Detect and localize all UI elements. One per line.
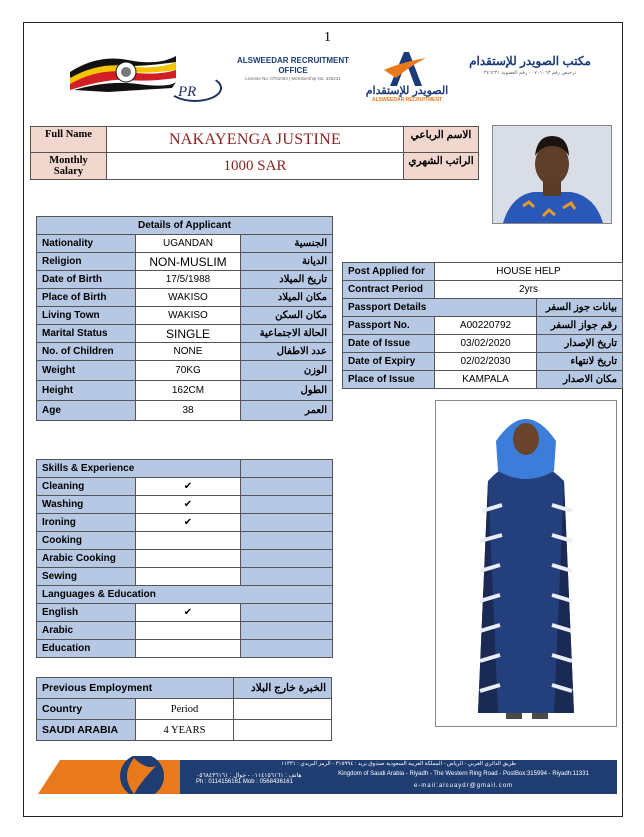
- skill-check: [136, 568, 241, 586]
- detail-value: WAKISO: [136, 307, 241, 325]
- footer-email: e-mail:alsuaydr@gmail.com: [413, 783, 514, 789]
- table-row: [37, 550, 333, 568]
- skill-note: [241, 496, 333, 514]
- footer-address-en: Kingdom of Saudi Arabia - Riyadh - The Western Ring Road - PostBox:315994 - Riyadh:11331: [338, 771, 589, 777]
- language-check: [136, 640, 241, 658]
- table-row: [37, 361, 333, 381]
- detail-value: 38: [136, 401, 241, 421]
- detail-value: NONE: [136, 343, 241, 361]
- language-note: [241, 604, 333, 622]
- table-row: [343, 371, 623, 389]
- details-header: Details of Applicant: [37, 217, 333, 235]
- passport-label-ar: تاريخ الإصدار: [537, 335, 623, 353]
- skill-check: ✔: [136, 478, 241, 496]
- detail-value: 162CM: [136, 381, 241, 401]
- detail-label: No. of Children: [37, 343, 136, 361]
- table-row: [37, 720, 332, 741]
- alsweedar-a-logo: [382, 48, 428, 88]
- passport-value: 02/02/2030: [435, 353, 537, 371]
- skills-header: Skills & Experience: [37, 460, 241, 478]
- agency-title-ar: مكتب الصويدر للإستقدام: [469, 54, 591, 68]
- prev-blank: [234, 699, 332, 720]
- detail-label-ar: العمر: [241, 401, 333, 421]
- footer-phone: [196, 772, 302, 785]
- skill-label: Cooking: [37, 532, 136, 550]
- detail-label: Age: [37, 401, 136, 421]
- prev-blank: [234, 720, 332, 741]
- passport-label: Date of Expiry: [343, 353, 435, 371]
- center-logo-en: ALSWEEDAR RECRUITMENT: [372, 97, 442, 103]
- skill-note: [241, 550, 333, 568]
- table-row: [37, 307, 333, 325]
- post-passport-table: [342, 262, 623, 389]
- portrait-photo: [492, 125, 612, 224]
- language-check: ✔: [136, 604, 241, 622]
- detail-label-ar: الجنسية: [241, 235, 333, 253]
- full-name-value: NAKAYENGA JUSTINE: [107, 127, 404, 153]
- table-row: [37, 568, 333, 586]
- skill-note: [241, 532, 333, 550]
- detail-label: Living Town: [37, 307, 136, 325]
- passport-label: Passport No.: [343, 317, 435, 335]
- agency-license: License No: 0701063 | Membership No: 346231: [245, 76, 341, 81]
- passport-label-ar: مكان الاصدار: [537, 371, 623, 389]
- agency-license-ar: ترخيص رقم ٠٧٠١٠٦٣ - رقم العضوية ٣٤٦٢٣١: [483, 70, 577, 76]
- skill-check: ✔: [136, 496, 241, 514]
- table-row: [343, 353, 623, 371]
- table-row: [343, 281, 623, 299]
- skill-label: Sewing: [37, 568, 136, 586]
- table-row: [343, 263, 623, 281]
- detail-label: Height: [37, 381, 136, 401]
- table-row: [37, 381, 333, 401]
- footer-phone-ar: هاتف : ٠١١٤١٥٦١٦١ - جوال : ٠٥٦٨٤٣٦١٦١: [196, 773, 302, 779]
- detail-value: WAKISO: [136, 289, 241, 307]
- table-row: [37, 325, 333, 343]
- table-row: [343, 317, 623, 335]
- detail-label-ar: مكان السكن: [241, 307, 333, 325]
- skill-check: [136, 550, 241, 568]
- table-row: [37, 496, 333, 514]
- skill-check: [136, 532, 241, 550]
- full-name-label-ar: الاسم الرباعي: [404, 127, 479, 153]
- center-logo-ar: الصويدر للإستقدام: [365, 85, 449, 97]
- period-col-label: Period: [136, 699, 234, 720]
- language-label: Arabic: [37, 622, 136, 640]
- detail-label: Nationality: [37, 235, 136, 253]
- detail-label: Weight: [37, 361, 136, 381]
- table-row: [37, 235, 333, 253]
- pr-logo-text: PR: [178, 84, 197, 100]
- detail-label-ar: الطول: [241, 381, 333, 401]
- detail-value: 17/5/1988: [136, 271, 241, 289]
- passport-label-ar: تاريخ لانتهاء: [537, 353, 623, 371]
- skills-table: [36, 459, 333, 658]
- salary-label-ar: الراتب الشهري: [404, 153, 479, 180]
- language-label: Education: [37, 640, 136, 658]
- passport-label: Place of Issue: [343, 371, 435, 389]
- salary-label: Monthly Salary: [31, 153, 107, 180]
- country-col-label: Country: [37, 699, 136, 720]
- table-row: [37, 271, 333, 289]
- previous-employment-table: [36, 677, 332, 741]
- skills-header-blank: [241, 460, 333, 478]
- passport-value: KAMPALA: [435, 371, 537, 389]
- detail-label-ar: عدد الاطفال: [241, 343, 333, 361]
- passport-header: Passport Details: [343, 299, 537, 317]
- details-table: [36, 216, 333, 421]
- prev-period: 4 YEARS: [136, 720, 234, 741]
- detail-label-ar: الديانة: [241, 253, 333, 271]
- name-salary-table: [30, 126, 479, 180]
- table-row: [37, 478, 333, 496]
- languages-header: Languages & Education: [37, 586, 333, 604]
- table-row: [37, 604, 333, 622]
- table-row: [37, 253, 333, 271]
- footer-logo-shape: [38, 756, 188, 794]
- detail-label-ar: مكان الميلاد: [241, 289, 333, 307]
- language-note: [241, 640, 333, 658]
- passport-header-ar: بيانات جوز السفر: [537, 299, 623, 317]
- detail-label-ar: تاريخ الميلاد: [241, 271, 333, 289]
- skill-note: [241, 514, 333, 532]
- detail-label: Place of Birth: [37, 289, 136, 307]
- skill-label: Cleaning: [37, 478, 136, 496]
- language-check: [136, 622, 241, 640]
- prev-country: SAUDI ARABIA: [37, 720, 136, 741]
- full-body-photo: [435, 400, 617, 727]
- table-row: [37, 289, 333, 307]
- agency-title-en: ALSWEEDAR RECRUITMENT OFFICE: [237, 56, 349, 75]
- detail-label: Date of Birth: [37, 271, 136, 289]
- prev-employment-header-ar: الخبرة خارج البلاد: [234, 678, 332, 699]
- table-row: [343, 299, 623, 317]
- table-row: [37, 532, 333, 550]
- detail-label: Religion: [37, 253, 136, 271]
- table-row: [37, 514, 333, 532]
- table-row: [37, 640, 333, 658]
- post-value: HOUSE HELP: [435, 263, 623, 281]
- skill-check: ✔: [136, 514, 241, 532]
- skill-note: [241, 568, 333, 586]
- detail-label: Marital Status: [37, 325, 136, 343]
- post-label: Contract Period: [343, 281, 435, 299]
- passport-label-ar: رقم جواز السفر: [537, 317, 623, 335]
- language-label: English: [37, 604, 136, 622]
- detail-value: 70KG: [136, 361, 241, 381]
- detail-value: SINGLE: [136, 325, 241, 343]
- skill-note: [241, 478, 333, 496]
- language-note: [241, 622, 333, 640]
- table-row: [37, 343, 333, 361]
- footer-address-ar: طريق الدائري الغربي - الرياض - المملكة العربية السعودية صندوق بريد : ٣١٥٩٩٤ - الرمز البريدي : ١١٣٣١: [280, 761, 517, 767]
- post-label: Post Applied for: [343, 263, 435, 281]
- skill-label: Washing: [37, 496, 136, 514]
- uganda-flag-logo: [68, 50, 178, 96]
- skill-label: Arabic Cooking: [37, 550, 136, 568]
- full-name-label: Full Name: [31, 127, 107, 153]
- detail-value: UGANDAN: [136, 235, 241, 253]
- table-row: [343, 335, 623, 353]
- table-row: [37, 401, 333, 421]
- salary-value: 1000 SAR: [107, 153, 404, 180]
- page-number: 1: [324, 30, 331, 45]
- post-value: 2yrs: [435, 281, 623, 299]
- passport-value: 03/02/2020: [435, 335, 537, 353]
- footer-phone-en: Ph : 0114156161 Mob : 0568436161: [196, 779, 293, 785]
- prev-employment-header: Previous Employment: [37, 678, 234, 699]
- detail-label-ar: الوزن: [241, 361, 333, 381]
- passport-label: Date of Issue: [343, 335, 435, 353]
- table-row: [37, 622, 333, 640]
- skill-label: Ironing: [37, 514, 136, 532]
- passport-value: A00220792: [435, 317, 537, 335]
- detail-label-ar: الحالة الاجتماعية: [241, 325, 333, 343]
- detail-value: NON-MUSLIM: [136, 253, 241, 271]
